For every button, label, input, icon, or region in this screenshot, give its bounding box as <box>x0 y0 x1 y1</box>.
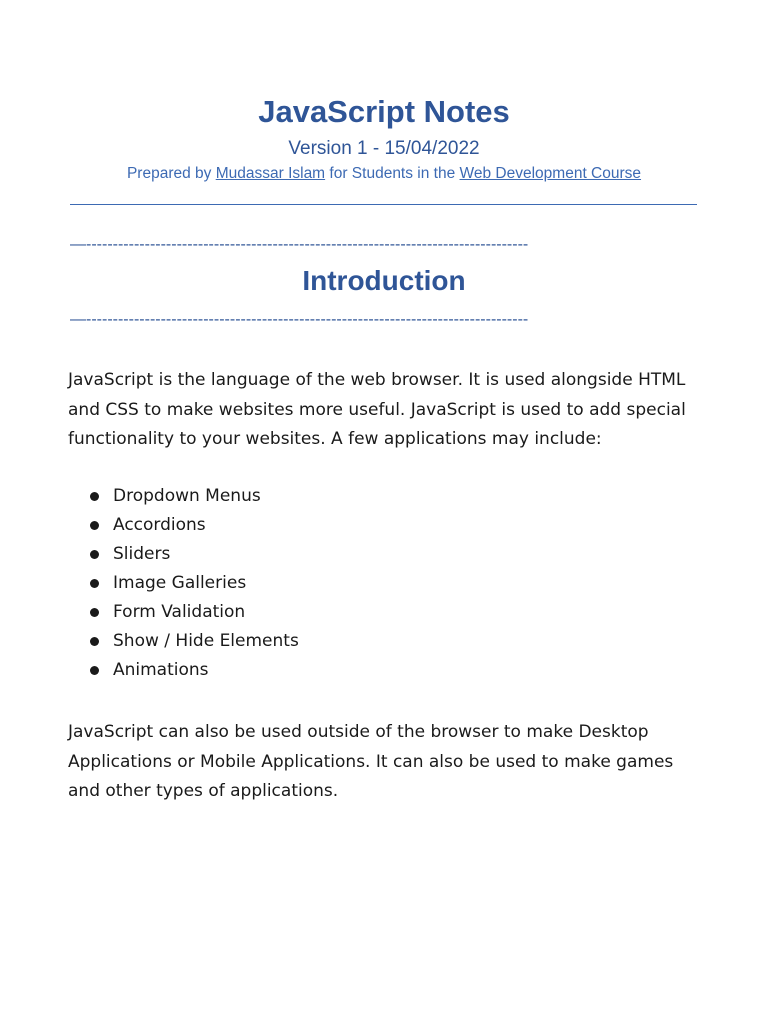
list-item <box>68 540 708 569</box>
bullet-icon <box>90 550 99 559</box>
list-item-label: Accordions <box>113 515 206 535</box>
list-item <box>68 482 708 511</box>
list-item <box>68 656 708 685</box>
section-dash-bottom: —----------------------------------------------------------------------------------- <box>70 311 529 328</box>
list-item-label: Dropdown Menus <box>113 486 261 506</box>
bullet-icon <box>90 637 99 646</box>
list-item-label: Image Galleries <box>113 573 247 593</box>
intro-paragraph: JavaScript is the language of the web browser. It is used alongside HTML and CSS to make websites more useful. JavaScript is used to add special functionality to your websites. A few applications may include: <box>68 370 686 449</box>
list-item-label: Sliders <box>113 544 171 564</box>
prepared-prefix: Prepared by <box>126 165 216 182</box>
section-heading: Introduction <box>302 265 466 296</box>
list-item <box>68 569 708 598</box>
prepared-by-line <box>0 163 768 185</box>
author-link[interactable]: Mudassar Islam <box>215 165 326 182</box>
bullet-icon <box>90 521 99 530</box>
bullet-icon <box>90 608 99 617</box>
prepared-middle: for Students in the <box>325 165 460 182</box>
course-link[interactable]: Web Development Course <box>459 165 642 182</box>
list-item <box>68 598 708 627</box>
outro-paragraph: JavaScript can also be used outside of the browser to make Desktop Applications or Mobile Applications. It can also be used to make games and other types of applications. <box>68 722 674 801</box>
document-title: JavaScript Notes <box>258 94 510 129</box>
section-dash-top: —----------------------------------------------------------------------------------- <box>70 236 529 253</box>
bullet-icon <box>90 579 99 588</box>
bullet-icon <box>90 492 99 501</box>
list-item <box>68 627 708 656</box>
list-item-label: Animations <box>113 660 209 680</box>
bullet-icon <box>90 666 99 675</box>
version-line: Version 1 - 15/04/2022 <box>288 138 480 159</box>
applications-list <box>68 482 708 685</box>
header-divider <box>70 204 697 205</box>
list-item <box>68 511 708 540</box>
list-item-label: Form Validation <box>113 602 246 622</box>
list-item-label: Show / Hide Elements <box>113 631 299 651</box>
